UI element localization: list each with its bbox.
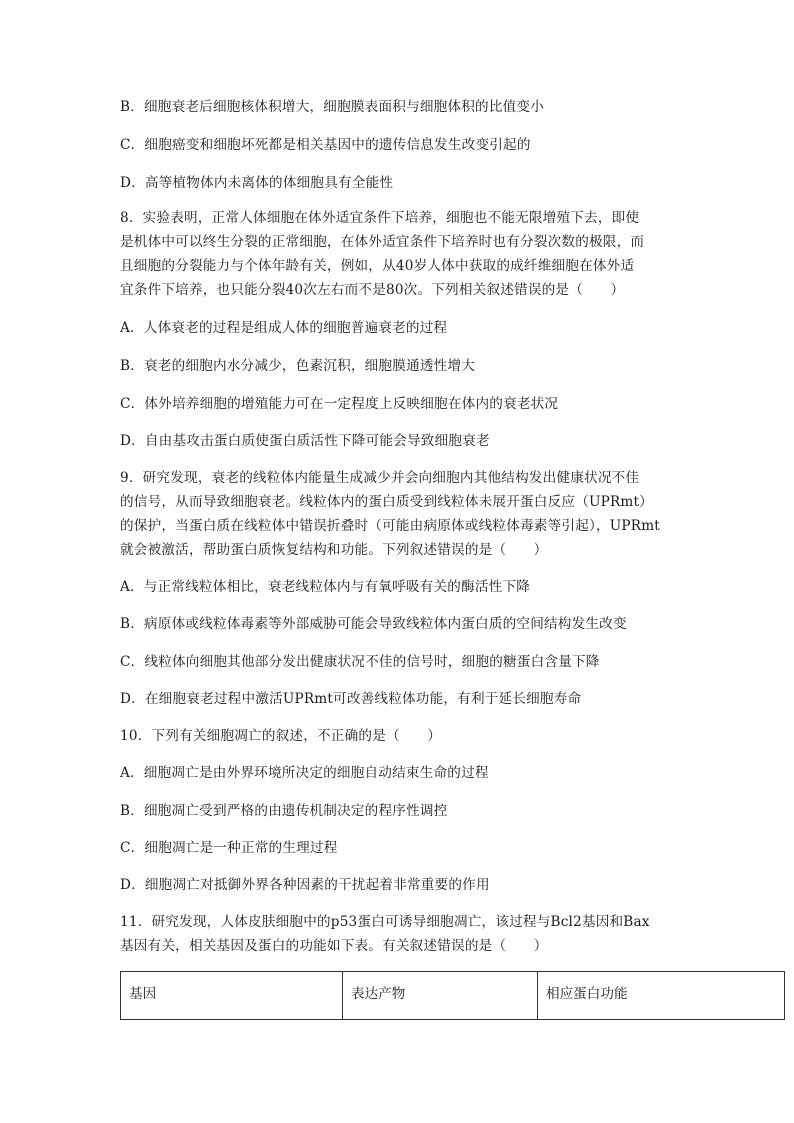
q9-option-d: D．在细胞衰老过程中激活UPRmt可改善线粒体功能，有利于延长细胞寿命: [120, 691, 582, 707]
q9-stem-line: 的信号，从而导致细胞衰老。线粒体内的蛋白质受到线粒体未展开蛋白反应（UPRmt）: [120, 494, 653, 510]
q8-option-b: B．衰老的细胞内水分减少，色素沉积，细胞膜通透性增大: [120, 358, 476, 374]
q8-stem: [120, 206, 680, 302]
q11-stem-line: 基因有关，相关基因及蛋白的功能如下表。有关叙述错误的是（ ）: [120, 938, 548, 954]
q9-stem-line: 就会被激活，帮助蛋白质恢复结构和功能。下列叙述错误的是（ ）: [120, 542, 548, 558]
table-header-row: [121, 972, 785, 1020]
q9-option-a: A．与正常线粒体相比，衰老线粒体内与有氧呼吸有关的酶活性下降: [120, 579, 531, 595]
q8-stem-line: 8．实验表明，正常人体细胞在体外适宜条件下培养，细胞也不能无限增殖下去，即使: [120, 210, 640, 226]
q9-stem-line: 9．研究发现，衰老的线粒体内能量生成减少并会向细胞内其他结构发出健康状况不佳: [120, 470, 640, 486]
q11-stem-line: 11．研究发现，人体皮肤细胞中的p53蛋白可诱导细胞凋亡，该过程与Bcl2基因和Bax: [120, 914, 650, 930]
q8-option-d: D．自由基攻击蛋白质使蛋白质活性下降可能会导致细胞衰老: [120, 433, 490, 449]
q8-option-c: C．体外培养细胞的增殖能力可在一定程度上反映细胞在体内的衰老状况: [120, 396, 559, 412]
q9-option-b: B．病原体或线粒体毒素等外部威胁可能会导致线粒体内蛋白质的空间结构发生改变: [120, 616, 627, 632]
q8-option-a: A．人体衰老的过程是组成人体的细胞普遍衰老的过程: [120, 320, 448, 336]
q7-option-c: C．细胞癌变和细胞坏死都是相关基因中的遗传信息发生改变引起的: [120, 137, 531, 153]
q7-option-b: B．细胞衰老后细胞核体积增大，细胞膜表面积与细胞体积的比值变小: [120, 99, 544, 115]
q11-stem: [120, 910, 680, 958]
q10-stem: 10．下列有关细胞凋亡的叙述，不正确的是（ ）: [120, 728, 442, 744]
table-header-product: 表达产物: [343, 972, 538, 1020]
q8-stem-line: 宜条件下培养，也只能分裂40次左右而不是80次。下列相关叙述错误的是（ ）: [120, 282, 625, 298]
q10-option-c: C．细胞凋亡是一种正常的生理过程: [120, 840, 338, 856]
q8-stem-line: 且细胞的分裂能力与个体年龄有关，例如，从40岁人体中获取的成纤维细胞在体外适: [120, 258, 635, 274]
q10-option-d: D．细胞凋亡对抵御外界各种因素的干扰起着非常重要的作用: [120, 877, 490, 893]
q9-option-c: C．线粒体向细胞其他部分发出健康状况不佳的信号时，细胞的糖蛋白含量下降: [120, 654, 600, 670]
q9-stem: [120, 466, 680, 562]
q8-stem-line: 是机体中可以终生分裂的正常细胞，在体外适宜条件下培养时也有分裂次数的极限，而: [120, 234, 645, 250]
q10-option-a: A．细胞凋亡是由外界环境所决定的细胞自动结束生命的过程: [120, 765, 489, 781]
q7-option-d: D．高等植物体内未离体的体细胞具有全能性: [120, 175, 394, 191]
gene-function-table: [120, 971, 785, 1020]
table-header-gene: 基因: [121, 972, 343, 1020]
q9-stem-line: 的保护，当蛋白质在线粒体中错误折叠时（可能由病原体或线粒体毒素等引起），UPRmt: [120, 518, 660, 534]
table-header-function: 相应蛋白功能: [538, 972, 785, 1020]
q10-option-b: B．细胞凋亡受到严格的由遗传机制决定的程序性调控: [120, 803, 448, 819]
